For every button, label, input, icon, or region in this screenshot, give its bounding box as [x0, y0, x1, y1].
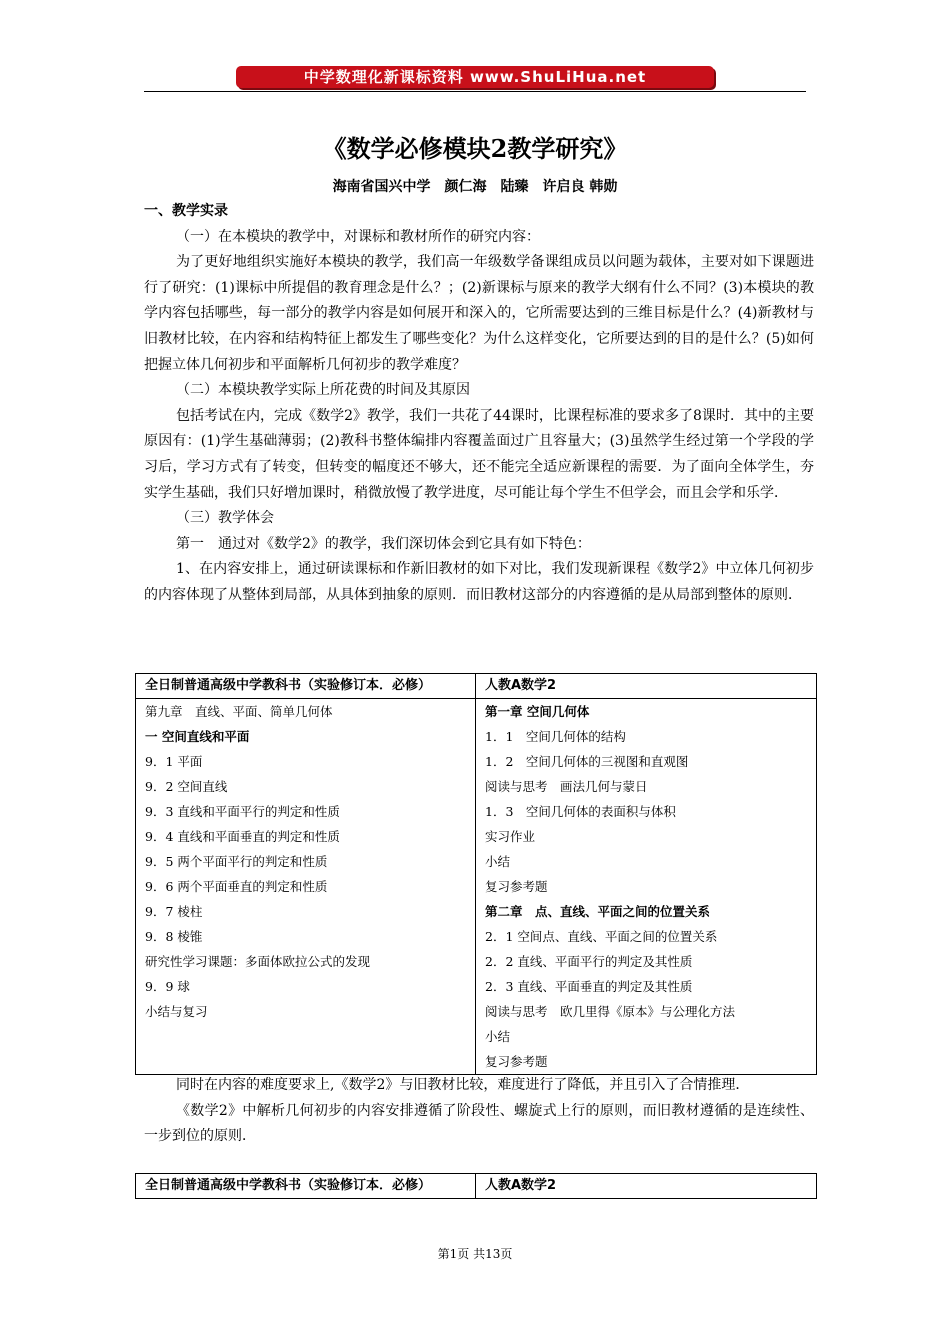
- list-item: 2．3 直线、平面垂直的判定及其性质: [485, 979, 693, 994]
- list-item: 复习参考题: [485, 1054, 548, 1069]
- table-header-old: 全日制普通高级中学教科书（实验修订本．必修）: [136, 674, 476, 699]
- paragraph: 包括考试在内，完成《数学2》教学，我们一共花了44课时，比课程标准的要求多了8课时．其中的主要原因有：(1)学生基础薄弱；(2)教科书整体编排内容覆盖面过广且容量大；(3)虽然学生经过第一个学段的学习后，学习方式有了转变，但转变的幅度还不够大，还不能完全适应新课程的需要．为了面向全体学生，夯实学生基础，我们只好增加课时，稍微放慢了教学进度，尽可能让每个学生不但学会，而且会学和乐学．: [144, 407, 814, 501]
- paragraph: 《数学2》中解析几何初步的内容安排遵循了阶段性、螺旋式上行的原则，而旧教材遵循的是连续性、一步到位的原则．: [144, 1102, 814, 1145]
- body-section-2: [144, 1073, 814, 1150]
- new-textbook-contents: [476, 699, 817, 1075]
- list-item: 小结与复习: [145, 1004, 208, 1019]
- paragraph: 为了更好地组织实施好本模块的教学，我们高一年级数学备课组成员以问题为载体，主要对如下课题进行了研究：(1)课标中所提倡的教育理念是什么？；(2)新课标与原来的教学大纲有什么不同？(3)本模块的教学内容包括哪些，每一部分的教学内容是如何展开和深入的，它所需要达到的三维目标是什么？(4)新教材与旧教材比较，在内容和结构特征上都发生了哪些变化？为什么这样变化，它所要达到的目的是什么？(5)如何把握立体几何初步和平面解析几何初步的教学难度？: [144, 254, 814, 373]
- list-item: 第九章 直线、平面、简单几何体: [145, 704, 333, 719]
- site-banner: 中学数理化新课标资料 www.ShuLiHua.net: [236, 66, 714, 88]
- list-item: 第二章 点、直线、平面之间的位置关系: [485, 904, 711, 919]
- list-item: 2．1 空间点、直线、平面之间的位置关系: [485, 929, 718, 944]
- paragraph: （一）在本模块的教学中，对课标和教材所作的研究内容：: [176, 228, 540, 245]
- list-item: 第一章 空间几何体: [485, 704, 590, 719]
- list-item: 9．2 空间直线: [145, 779, 228, 794]
- old-textbook-contents: [136, 699, 476, 1075]
- list-item: 9．8 棱锥: [145, 929, 203, 944]
- list-item: 复习参考题: [485, 879, 548, 894]
- section-heading: 一、教学实录: [144, 203, 228, 219]
- list-item: 9．9 球: [145, 979, 190, 994]
- list-item: 2．2 直线、平面平行的判定及其性质: [485, 954, 693, 969]
- list-item: 阅读与思考 欧几里得《原本》与公理化方法: [485, 1004, 736, 1019]
- list-item: 9．6 两个平面垂直的判定和性质: [145, 879, 328, 894]
- list-item: 9．1 平面: [145, 754, 203, 769]
- list-item: 研究性学习课题：多面体欧拉公式的发现: [145, 954, 371, 969]
- authors-line: 海南省国兴中学 颜仁海 陆臻 许启良 韩勋: [332, 179, 618, 195]
- paragraph: 1、在内容安排上，通过研读课标和作新旧教材的如下对比，我们发现新课程《数学2》中立体几何初步的内容体现了从整体到局部，从具体到抽象的原则．而旧教材这部分的内容遵循的是从局部到整体的原则．: [144, 561, 814, 603]
- list-item: 9．7 棱柱: [145, 904, 203, 919]
- list-item: 1．3 空间几何体的表面积与体积: [485, 804, 676, 819]
- paragraph: （二）本模块教学实际上所花费的时间及其原因: [176, 382, 470, 399]
- list-item: 小结: [485, 1029, 511, 1044]
- page-footer: 第1页 共13页: [437, 1247, 513, 1261]
- body-section-1: [144, 199, 814, 609]
- paragraph: 第一 通过对《数学2》的教学，我们深切体会到它具有如下特色：: [176, 535, 591, 552]
- header-rule: [144, 91, 806, 92]
- list-item: 阅读与思考 画法几何与蒙日: [485, 779, 648, 794]
- list-item: 1．2 空间几何体的三视图和直观图: [485, 754, 689, 769]
- list-item: 9．3 直线和平面平行的判定和性质: [145, 804, 340, 819]
- table-header-new: 人教A数学2: [476, 674, 817, 699]
- list-item: 实习作业: [485, 829, 536, 844]
- comparison-table-2: [135, 1173, 817, 1199]
- paragraph: 同时在内容的难度要求上,《数学2》与旧教材比较，难度进行了降低，并且引入了合情推理．: [176, 1077, 750, 1093]
- document-title: 《数学必修模块2教学研究》: [322, 134, 628, 163]
- paragraph: （三）教学体会: [176, 510, 274, 527]
- list-item: 1．1 空间几何体的结构: [485, 729, 626, 744]
- list-item: 9．5 两个平面平行的判定和性质: [145, 854, 328, 869]
- list-item: 小结: [485, 854, 511, 869]
- comparison-table: [135, 673, 817, 1075]
- list-item: 9．4 直线和平面垂直的判定和性质: [145, 829, 340, 844]
- list-item: 一 空间直线和平面: [145, 729, 250, 744]
- table-header-old: 全日制普通高级中学教科书（实验修订本．必修）: [136, 1174, 476, 1199]
- table-header-new: 人教A数学2: [476, 1174, 817, 1199]
